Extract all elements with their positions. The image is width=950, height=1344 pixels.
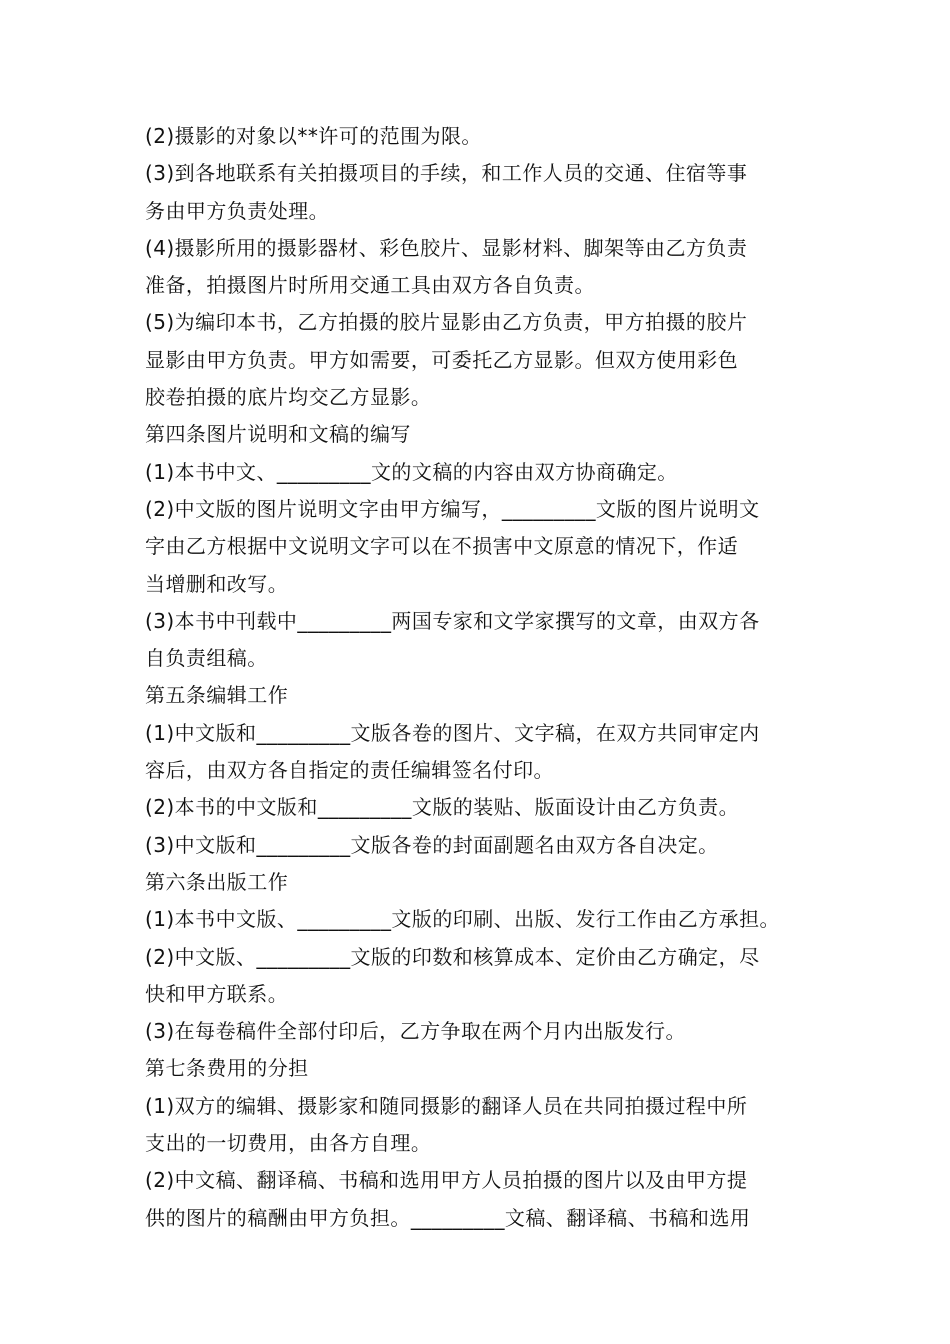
text-line: 自负责组稿。 — [145, 646, 268, 671]
text-line: 准备，拍摄图片时所用交通工具由双方各自负责。 — [145, 273, 595, 298]
text-line: 胶卷拍摄的底片均交乙方显影。 — [145, 385, 432, 410]
text-line: (3)在每卷稿件全部付印后，乙方争取在两个月内出版发行。 — [145, 1019, 686, 1044]
section-heading: 第六条出版工作 — [145, 869, 289, 894]
document-body — [145, 118, 835, 1237]
text-line: (3)本书中刊载中_________两国专家和文学家撰写的文章，由双方各 — [145, 608, 760, 633]
text-line: (1)本书中文、_________文的文稿的内容由双方协商确定。 — [145, 459, 678, 484]
text-line: (3)到各地联系有关拍摄项目的手续，和工作人员的交通、住宿等事 — [145, 161, 748, 186]
text-line: 显影由甲方负责。甲方如需要，可委托乙方显影。但双方使用彩色 — [145, 347, 739, 372]
text-line: 务由甲方负责处理。 — [145, 198, 330, 223]
text-line: (4)摄影所用的摄影器材、彩色胶片、显影材料、脚架等由乙方负责 — [145, 235, 748, 260]
section-heading: 第四条图片说明和文稿的编写 — [145, 422, 411, 447]
text-line: (2)摄影的对象以**许可的范围为限。 — [145, 124, 482, 148]
text-line: 字由乙方根据中文说明文字可以在不损害中文原意的情况下，作适 — [145, 534, 739, 559]
text-line: (1)中文版和_________文版各卷的图片、文字稿，在双方共同审定内 — [145, 720, 760, 745]
text-line: 供的图片的稿酬由甲方负担。_________文稿、翻译稿、书稿和选用 — [145, 1205, 751, 1230]
text-line: (5)为编印本书，乙方拍摄的胶片显影由乙方负责，甲方拍摄的胶片 — [145, 310, 748, 335]
section-heading: 第五条编辑工作 — [145, 683, 289, 708]
text-line: (3)中文版和_________文版各卷的封面副题名由双方各自决定。 — [145, 832, 719, 857]
text-line: 容后，由双方各自指定的责任编辑签名付印。 — [145, 758, 554, 783]
text-line: (1)本书中文版、_________文版的印刷、出版、发行工作由乙方承担。 — [145, 907, 780, 932]
text-line: 当增删和改写。 — [145, 571, 289, 596]
text-line: (2)中文版的图片说明文字由甲方编写，_________文版的图片说明文 — [145, 496, 760, 521]
text-line: 支出的一切费用，由各方自理。 — [145, 1131, 432, 1156]
text-line: (2)中文版、_________文版的印数和核算成本、定价由乙方确定，尽 — [145, 944, 760, 969]
text-line: (1)双方的编辑、摄影家和随同摄影的翻译人员在共同拍摄过程中所 — [145, 1093, 748, 1118]
text-line: 快和甲方联系。 — [145, 981, 289, 1006]
text-line: (2)中文稿、翻译稿、书稿和选用甲方人员拍摄的图片以及由甲方提 — [145, 1168, 748, 1193]
text-line: (2)本书的中文版和_________文版的装贴、版面设计由乙方负责。 — [145, 795, 740, 820]
section-heading: 第七条费用的分担 — [145, 1056, 309, 1081]
